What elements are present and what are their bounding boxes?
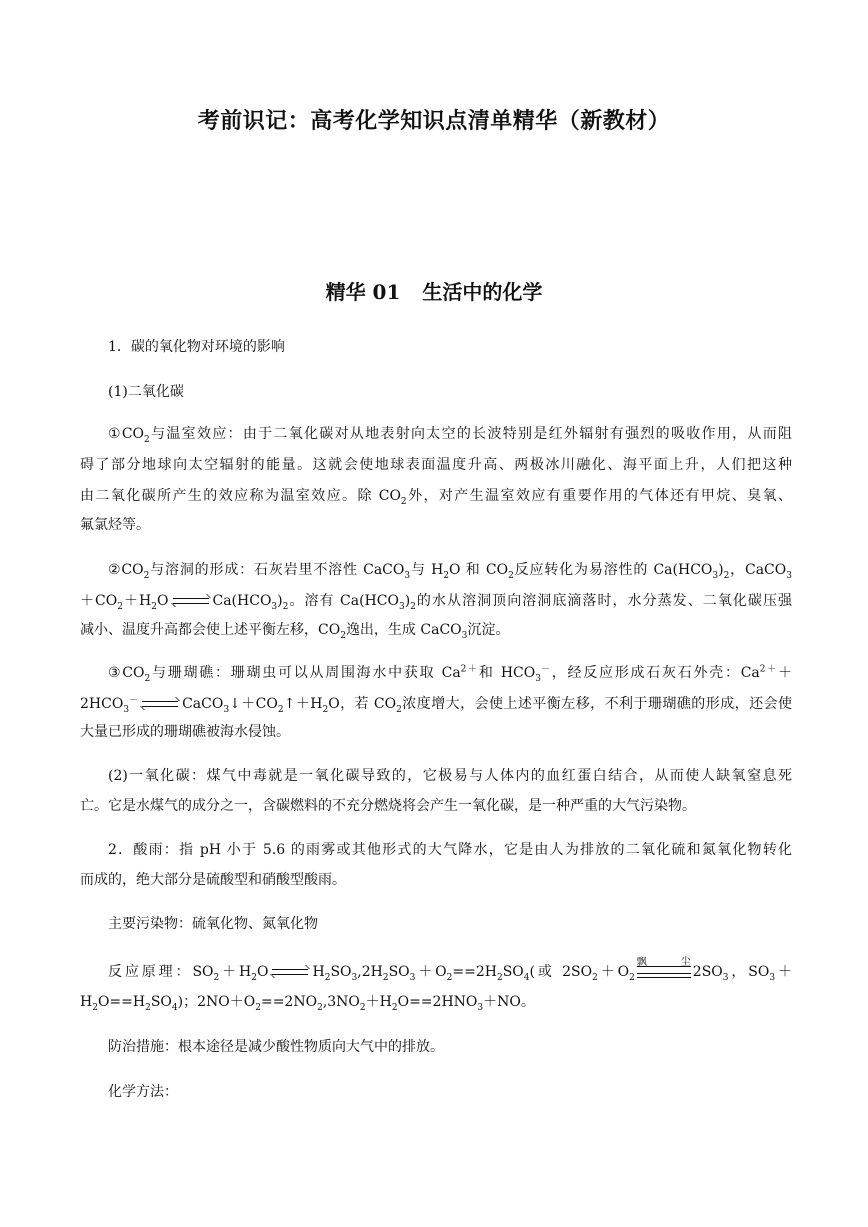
heading-co2: (1)二氧化碳 xyxy=(108,384,184,400)
paragraph-co-line-1: (2)一氧化碳：煤气中毒就是一氧化碳导致的，它极易与人体内的血红蛋白结合，从而使人缺氧窒息死 xyxy=(108,768,792,784)
chemical-methods: 化学方法： xyxy=(108,1084,178,1100)
equilibrium-arrow xyxy=(142,699,178,709)
paragraph-cave-line-3: 减小、温度升高都会使上述平衡左移，$CO_2$逸出，生成 CaCO$_3$沉淀。 xyxy=(80,622,510,641)
paragraph-coral-line-2: $2HCO_3^-$ $CaCO_3↓+CO_2↑+H_2O$，若 $CO_2$浓度增大，会使上述平衡左移，不利于珊瑚礁的形成，还会使 xyxy=(80,695,792,715)
section-name: 生活中的化学 xyxy=(422,280,543,304)
paragraph-acid-rain-line-1: 2．酸雨：指 pH 小于 5.6 的雨雾或其他形式的大气降水，它是由人为排放的二氧化硫和氮氧化物转化 xyxy=(108,842,792,858)
paragraph-greenhouse-line-4: 氟氯烃等。 xyxy=(80,517,150,533)
heading-carbon-oxides: 1．碳的氧化物对环境的影响 xyxy=(108,339,285,355)
reaction-principle-line-1: 反应原理：$SO_2+H_2O$ $H_2SO_3,2H_2SO_3+O_2==2H_2SO_4$(或 $2SO_2+O_2$ 飘尘 $2SO_3$，$SO_3+$ xyxy=(108,957,792,983)
paragraph-coral-line-3: 大量已形成的珊瑚礁被海水侵蚀。 xyxy=(80,724,290,740)
section-number: 精华 01 xyxy=(325,280,401,304)
paragraph-acid-rain-line-2: 而成的，绝大部分是硫酸型和硝酸型酸雨。 xyxy=(80,872,346,888)
paragraph-cave-line-1: $②CO_2$与溶洞的形成：石灰岩里不溶性 CaCO$_3$与 $H_2O$ 和 $CO_2$反应转化为易溶性的 $Ca(HCO_3)_2$，CaCO$_3$ xyxy=(108,562,792,581)
paragraph-greenhouse-line-2: 碍了部分地球向太空辐射的能量。这就会使地球表面温度升高、两极冰川融化、海平面上升，人们把这种 xyxy=(80,457,792,473)
paragraph-co-line-2: 亡。它是水煤气的成分之一，含碳燃料的不充分燃烧将会产生一氧化碳，是一种严重的大气污染物。 xyxy=(80,798,696,814)
section-heading xyxy=(0,276,868,305)
prevention-measures: 防治措施：根本途径是减少酸性物质向大气中的排放。 xyxy=(108,1039,444,1055)
paragraph-greenhouse-line-1: $①CO_2$与温室效应：由于二氧化碳对从地表射向太空的长波特别是红外辐射有强烈的吸收作用，从而阻 xyxy=(108,426,793,445)
equilibrium-arrow xyxy=(272,967,308,977)
catalyst-equals-sign xyxy=(636,957,691,980)
paragraph-greenhouse-line-3: 由二氧化碳所产生的效应称为温室效应。除 $CO_2$外，对产生温室效应有重要作用的气体还有甲烷、臭氧、 xyxy=(80,488,793,507)
paragraph-coral-line-1: $③CO_2$与珊瑚礁：珊瑚虫可以从周围海水中获取 $Ca^{2+}$和 $HCO_3^-$，经反应形成石灰石外壳：$Ca^{2+}+$ xyxy=(108,664,792,684)
paragraph-cave-line-2: $+CO_2+H_2O$ $Ca(HCO_3)_2$。溶有 $Ca(HCO_3)_2$的水从溶洞顶向溶洞底滴落时，水分蒸发、二氧化碳压强 xyxy=(80,593,792,612)
document-title: 考前识记：高考化学知识点清单精华（新教材） xyxy=(197,108,671,134)
reaction-principle-line-2: $H_2O==H_2SO_4$)；$2NO+O_2==2NO_2,3NO_2+H_2O==2HNO_3+NO$。 xyxy=(80,994,535,1013)
catalyst-label: 飘尘 xyxy=(636,957,691,968)
main-pollutants: 主要污染物：硫氧化物、氮氧化物 xyxy=(108,916,318,932)
equilibrium-arrow xyxy=(173,596,209,606)
